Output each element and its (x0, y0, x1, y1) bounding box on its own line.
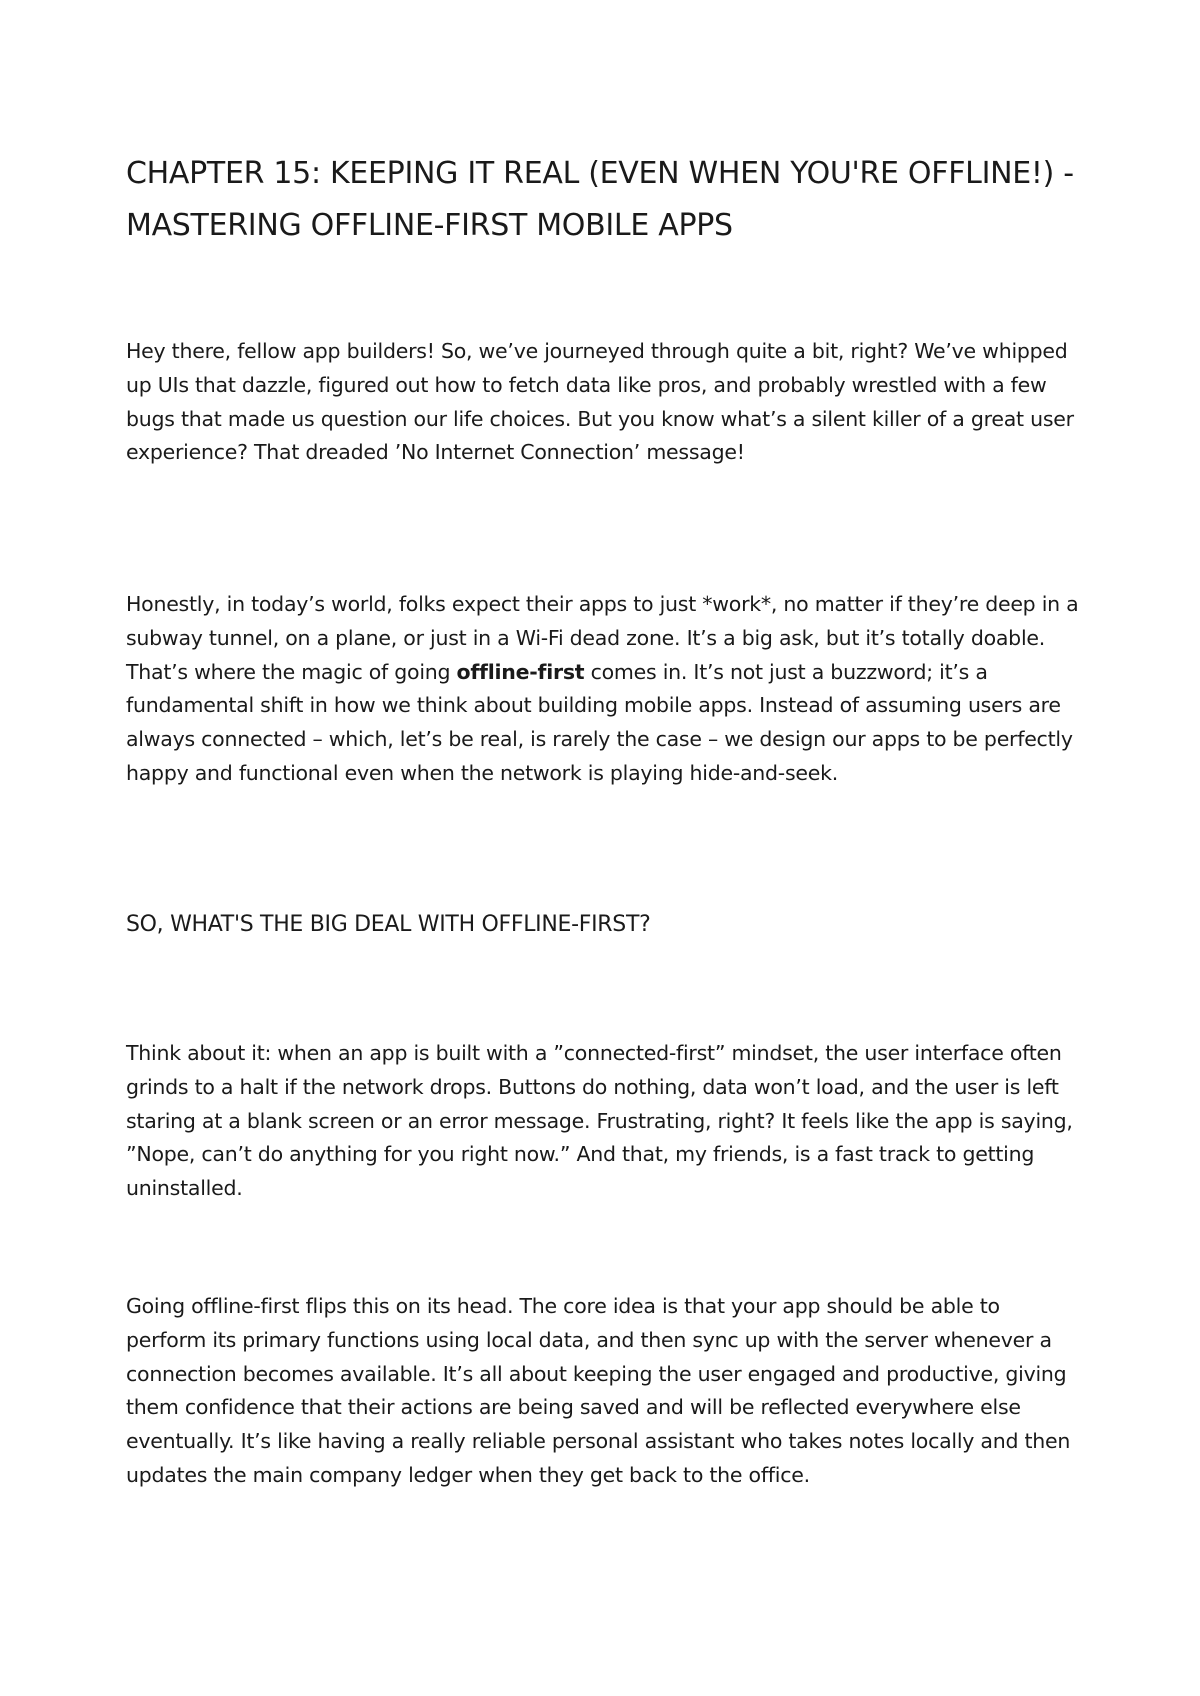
chapter-title: CHAPTER 15: KEEPING IT REAL (EVEN WHEN YOU'RE OFFLINE!) - MASTERING OFFLINE-FIRST MOBILE APPS (126, 156, 1074, 243)
core-idea-paragraph: Going offline-first flips this on its head. The core idea is that your app should be able to perform its primary functions using local data, and then sync up with the server whenever a connection becomes available. It’s all about keeping the user engaged and productive, giving them confidence that their actions are being saved and will be reflected everywhere else eventually. It’s like having a really reliable personal assistant who takes notes locally and then updates the main company ledger when they get back to the office. (126, 1294, 1071, 1487)
offline-first-paragraph-text-start: Honestly, in today’s world, folks expect their apps to just *work*, no matter if they’re deep in a subway tunnel, on a plane, or just in a Wi-Fi dead zone. It’s a big ask, but it’s totally doable. That’s where the magic of going (126, 592, 1079, 684)
section-heading: SO, WHAT'S THE BIG DEAL WITH OFFLINE-FIRST? (126, 912, 651, 937)
offline-first-paragraph (126, 588, 1086, 791)
connected-first-paragraph: Think about it: when an app is built with a ”connected-first” mindset, the user interface often grinds to a halt if the network drops. Buttons do nothing, data won’t load, and the user is left staring at a blank screen or an error message. Frustrating, right? It feels like the app is saying, ”Nope, can’t do anything for you right now.” And that, my friends, is a fast track to getting uninstalled. (126, 1041, 1073, 1201)
intro-paragraph: Hey there, fellow app builders! So, we’ve journeyed through quite a bit, right? We’ve whipped up UIs that dazzle, figured out how to fetch data like pros, and probably wrestled with a few bugs that made us question our life choices. But you know what’s a silent killer of a great user experience? That dreaded ’No Internet Connection’ message! (126, 339, 1074, 465)
offline-first-bold-term: offline-first (456, 659, 585, 684)
offline-first-paragraph-text-end: comes in. It’s not just a buzzword; it’s a fundamental shift in how we think about building mobile apps. Instead of assuming users are always connected – which, let’s be real, is rarely the case – we design our apps to be perfectly happy and functional even when the network is playing hide-and-seek. (126, 659, 1073, 785)
